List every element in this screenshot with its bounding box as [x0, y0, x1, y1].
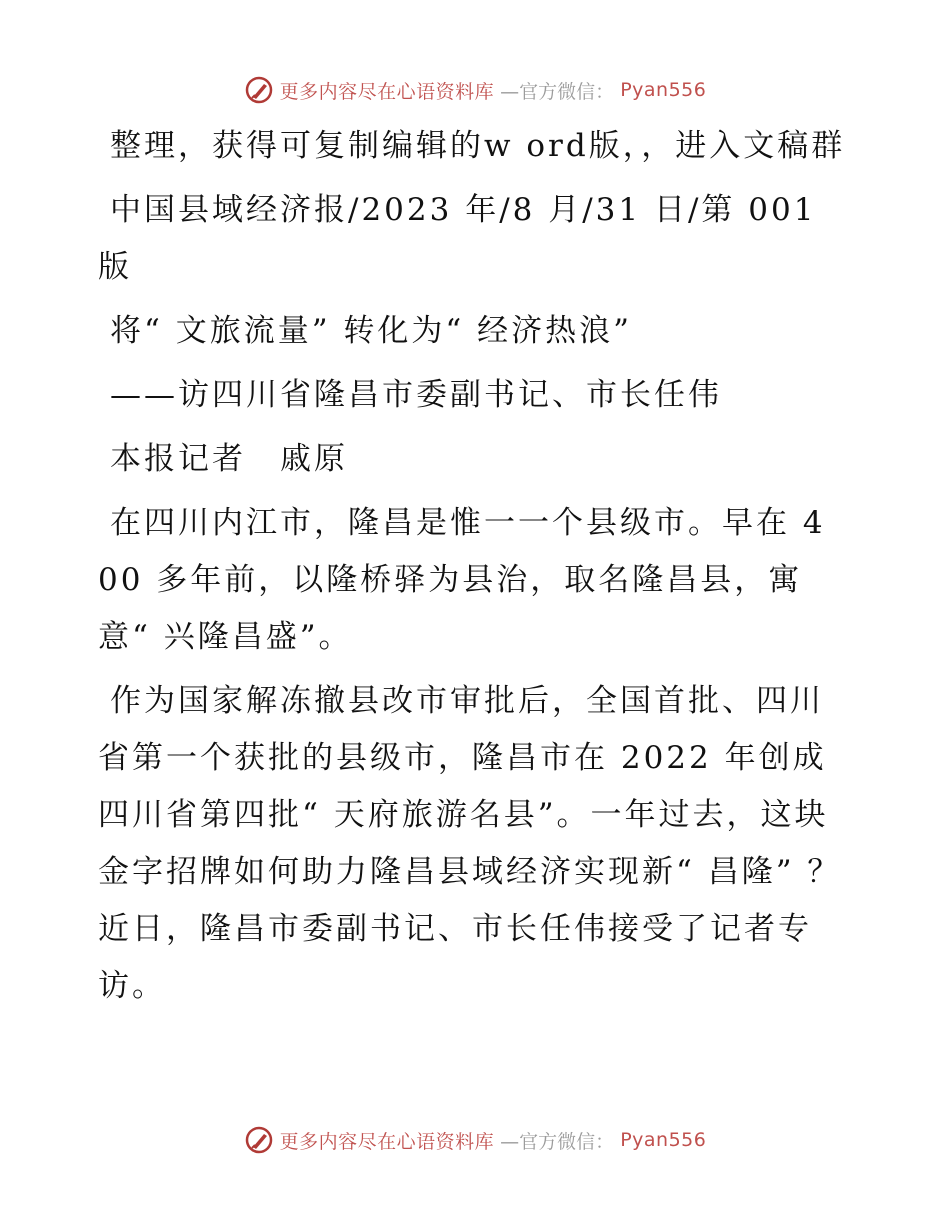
footer-banner-wechat-id: Pyan556	[620, 1129, 707, 1151]
doc-paragraph-body-2: 作为国家解冻撤县改市审批后，全国首批、四川省第一个获批的县级市，隆昌市在 2022 年创成四川省第四批“ 天府旅游名县”。一年过去，这块金字招牌如何助力隆昌县域经济实现新“ 昌隆” ？近日，隆昌市委副书记、市长任伟接受了记者专访。	[98, 683, 842, 1004]
footer-banner	[0, 1120, 950, 1160]
footer-banner-separator: —官方微信：	[500, 1130, 615, 1153]
footer-banner-content	[244, 1125, 707, 1155]
doc-paragraph-notice: 整理，获得可复制编辑的w ord版，，进入文稿群	[110, 128, 846, 164]
header-banner-text: 更多内容尽在心语资料库	[279, 80, 495, 103]
doc-paragraph-body-1: 在四川内江市，隆昌是惟一一个县级市。早在 400 多年前，以隆桥驿为县治，取名隆昌县，寓意“ 兴隆昌盛”。	[98, 505, 826, 655]
header-banner-wechat-id: Pyan556	[620, 79, 707, 101]
header-banner	[0, 70, 950, 110]
header-banner-separator: —官方微信：	[500, 80, 615, 103]
quill-pen-logo-icon	[244, 75, 274, 105]
header-banner-content	[244, 75, 707, 105]
document-body	[98, 118, 848, 1022]
doc-paragraph-source: 中国县域经济报/2023 年/8 月/31 日/第 001 版	[98, 192, 817, 285]
quill-pen-logo-icon	[244, 1125, 274, 1155]
footer-banner-text: 更多内容尽在心语资料库	[279, 1130, 495, 1153]
doc-paragraph-byline: 本报记者 戚原	[110, 441, 348, 477]
doc-paragraph-subtitle: ——访四川省隆昌市委副书记、市长任伟	[110, 377, 722, 413]
doc-paragraph-title: 将“ 文旅流量” 转化为“ 经济热浪”	[110, 313, 632, 349]
